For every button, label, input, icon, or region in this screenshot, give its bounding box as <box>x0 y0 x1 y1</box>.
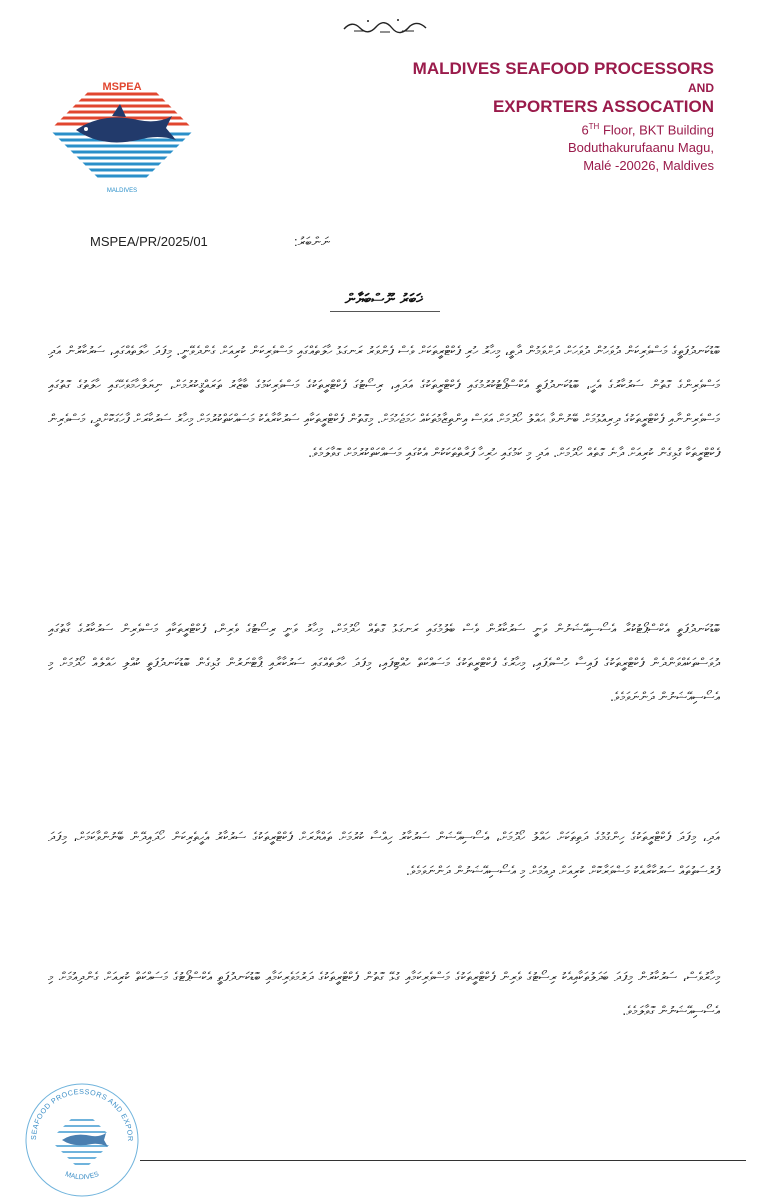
reference-number: MSPEA/PR/2025/01 <box>90 234 208 249</box>
org-name-line1: MALDIVES SEAFOOD PROCESSORS <box>412 59 714 78</box>
svg-text:MALDIVES <box>64 1171 100 1181</box>
org-name-line3: EXPORTERS ASSOCATION <box>492 97 714 116</box>
reference-label: ނަންބަރު: <box>294 234 330 249</box>
stamp-text-top: SEAFOOD PROCESSORS AND EXPOR <box>28 1087 136 1142</box>
logo-text: MSPEA <box>102 81 142 93</box>
logo-subtext: MALDIVES <box>106 188 138 194</box>
association-stamp <box>22 1080 142 1200</box>
footer-rule <box>140 1160 746 1161</box>
paragraph-4: މިހާރުވެސް، ސަރުކާރުން މިފަދަ ބަދަލުތަކާއިއެކު ރިސޯޓުގެ ވެރިން ފެކްޓްރީތަކުގެ މަސްވެރިކަމާއި ގުޅޭ ގޮތުން ފެކްޓްރީތަކުގެ ދަރުމަވެރިކަމާއި ބޮޑުކަނދުފަތީ އެކްސްޕޯޓުގެ މަސައްކަތް ކުރިއަށް ގެންދިއުމަށް މި އެސޯސިއޭޝަނުން ގޮވާލަމެވެ. <box>48 969 720 1018</box>
address-street: Boduthakurufaanu Magu, <box>568 140 714 156</box>
title-underline <box>330 311 440 312</box>
paragraph-3: އަދި، މިފަދަ ފެކްޓްރީތަކުގެ ހިންގުމުގެ ދަތިތަކަށް ހައްލު ހޯދުމަށް، އެސޯސިއޭޝަން ސަރުކާރު ހިއްސާ ކުރުމަށް ތައްޔާރަށް ފެކްޓްރީތަކުގެ ސަރުކާރު އެހީތެރިކަން ހޯދައިދޭން ބޭނުންވާކަމަށް، މިފަދަ ފުރުސަތުތައް ސަރުކާރާއެކު މަޝްވަރާކޮށް ކުރިއަށް ދިއުމަށް މި އެސޯސިއޭޝަނުން ދަންނަވަމެވެ. <box>48 829 720 878</box>
bismillah-calligraphy <box>340 14 430 36</box>
paragraph-1: ބޮޑުކަނދުފަތީގެ މަސްވެރިކަން ދުވަހުން ދުވަހަށް ދަށްވަމުން ދާތީ، މިހާރު ހުރި ފެކްޓްރީތަކަށް ވެސް ފެންވަރު ރަނގަޅު ހާލަތެއްގައި މަސްވެރިކަން ކުރިއަށް ގެންދެވޭނީ. މިފަދަ ހާލަތެއްގައި، ސަރުކާރުން އަދި މަސްވެރިންގެ ގޮތުން ސަރުކާރުގެ އެހީ، ބޮޑުކަނދުފަތީ އެކްސްޕޯޓުކުރުމުގައި ފެކްޓްރީތަކުގެ އަދައި، ރިސޯޓުގަ ފެކްޓްރީތަކުގެ މަސްވެރިކަމުގެ ބާޒާރު ތަރައްޤީކުރުމަށް، ނިޔަލާހާމަވެހޭގައި ހާލަތުގެ ގޮތުގައި މަސްވެރިންނާއި ފެކްޓްރީތަކުގެ ދިރިއުޅުމަށް ބޭނުންވާ ޙައްލު ހޯދުމަށް އަވަސް އިންތިޒާމުތަކެއް ހަމަޖެހުމަށް. މިގޮތުން ފެކްޓްރީތަކާއި ސަރުކާރާއެކު މަސައްކަތްކުރުމަށް މިހާރު ސަރުކާރަށް ފާހަގަކޮށްދީ، މަސްވެރިން ފެކްޓްރީތަކާ ގުޅިގެން ކުރިއަށް ދާނެ ގޮތެއް ހޯދުމަށް. އަދި މި ކަމުގައި ހުރިހާ ފަރާތްތަކަކުން އެކުގައި މަސައްކަތްކުރުމަށް ގޮވާލަމެވެ. <box>48 343 720 460</box>
stamp-text-bottom: MALDIVES <box>64 1170 100 1182</box>
paragraph-2: ބޮޑުކަނދުފަތީ އެކްސްޕޯޓުކުރާ އެސޯސިއޭޝަނުން ވަނީ ސަރުކާރުން ވެސް ބެލުމުގައި ރަނގަޅު ގޮތެއް ހޯދުމަށް، މިހާރު ވަނީ ރިސޯޓުގެ ވެރިން، ފެކްޓްރީތަކާއި މަސްވެރިން ސަރުކާރުގެ ގާތުގައި ދުވަސްތަކެއްވަންދެން ފެކްޓްރީތަކުގެ ފައިސާ ހުސްވެފައި، މިހާރުގެ ފެކްޓްރީތަކުގެ މަސައްކަތް ހުއްޓިފައި، މިފަދަ ހާލަތެއްގައި ސަރުކާރާއި ޕާޓްނަރުން ގުޅިގެން ބޮޑުކަނދުފަތީ ކުއްލި ހައްލެއް ހޯދުމަށް މި އެސޯސިއޭޝަނުން ދަންނަވަމެވެ. <box>48 621 720 704</box>
address-city: Malé -20026, Maldives <box>583 158 714 174</box>
document-title: ޚަބަރު ނޫސްބަޔާން <box>344 290 424 308</box>
mspea-logo <box>42 50 202 210</box>
org-name-line2: AND <box>688 81 714 95</box>
reference-row <box>90 234 330 254</box>
organization-header <box>394 58 714 175</box>
address-floor: 6TH Floor, BKT Building <box>581 122 714 138</box>
